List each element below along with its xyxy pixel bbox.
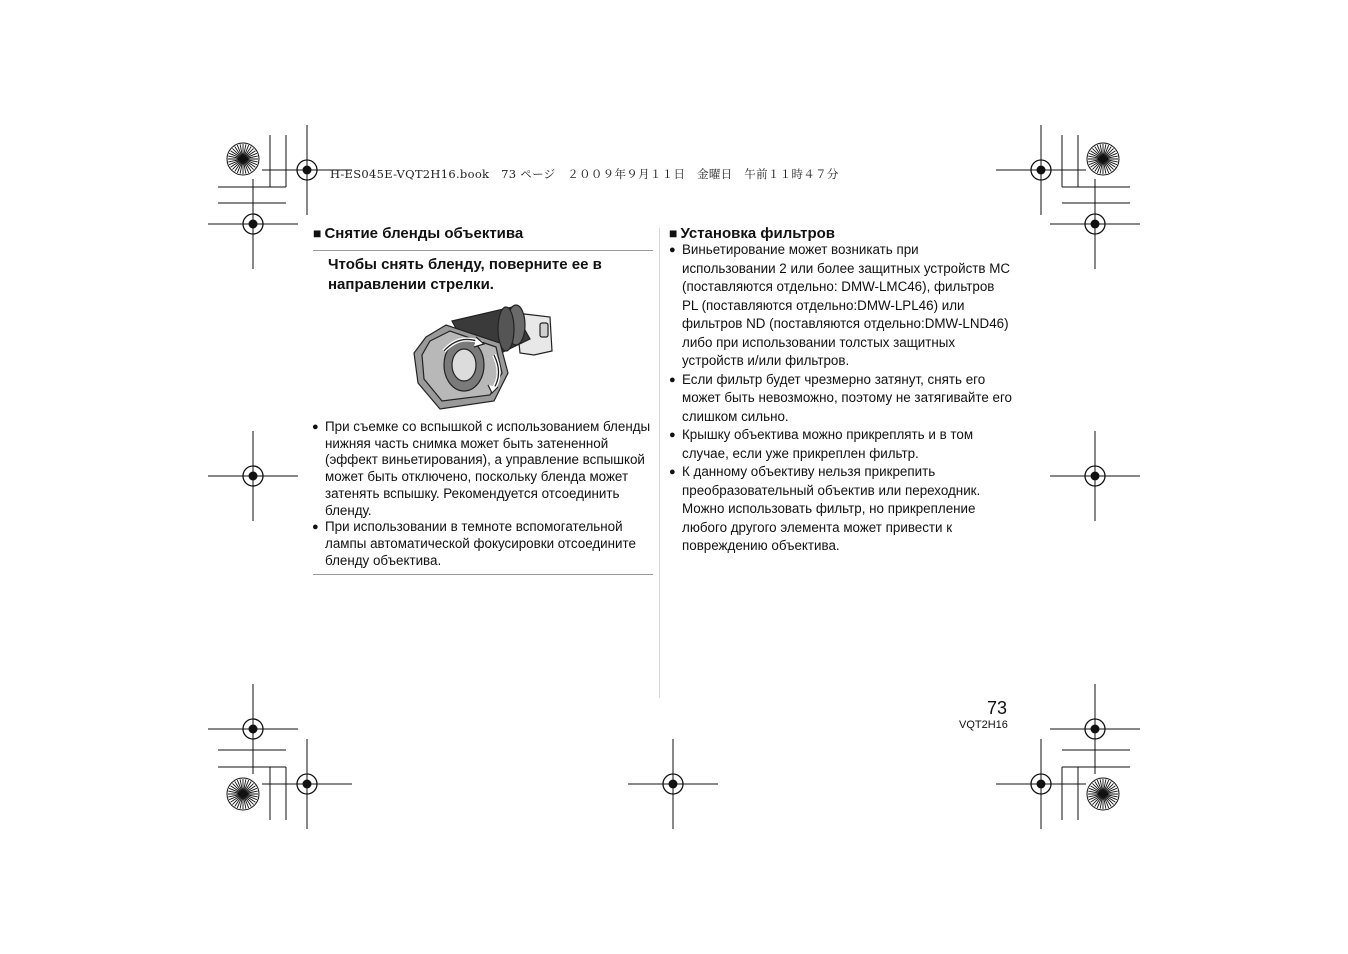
list-item: ● При использовании в темноте вспомогательной лампы автоматической фокусировки отсоедините бленду объектива. [312, 519, 636, 568]
model-code: VQT2H16 [959, 719, 1008, 731]
bullet-icon: ● [669, 244, 676, 256]
list-item: ● Если фильтр будет чрезмерно затянут, снять его может быть невозможно, поэтому не затягивайте его слишком сильно. [669, 371, 1012, 424]
filter-notes-list [669, 241, 1012, 556]
page-number: 73 [987, 698, 1008, 718]
section-title-hood-removal [313, 225, 523, 242]
section-marker-icon: ■ [669, 225, 678, 241]
bullet-icon: ● [312, 521, 319, 534]
bullet-icon: ● [669, 373, 676, 386]
lens-hood-illustration [412, 303, 556, 411]
section-title-text: Снятие бленды объектива [324, 225, 524, 242]
section-title-text: Установка фильтров [680, 225, 836, 242]
section-title-filters [669, 225, 835, 242]
list-item: ● К данному объективу нельзя прикрепить преобразовательный объектив или переходник. Можно использовать фильтр, но прикрепление любого другого элемента может привести к повреждению объектива. [669, 464, 981, 553]
section-divider-bottom [313, 574, 653, 575]
column-divider [659, 228, 660, 698]
bullet-icon: ● [312, 421, 319, 433]
hood-notes-list [312, 419, 655, 569]
section-divider-top [313, 250, 653, 251]
print-header: H-ES045E-VQT2H16.book 73 ページ ２００９年９月１１日 金曜日 午前１１時４７分 [330, 167, 839, 181]
bullet-icon: ● [669, 466, 676, 478]
list-item: ● Крышку объектива можно прикреплять и в том случае, если уже прикреплен фильтр. [669, 427, 974, 461]
section-marker-icon: ■ [313, 225, 322, 241]
instruction-text: Чтобы снять бленду, поверните ее в направлении стрелки. [328, 256, 602, 293]
list-item: ● Виньетирование может возникать при использовании 2 или более защитных устройств MC (поставляются отдельно: DMW-LMC46), фильтров PL (поставляются отдельно:DMW-LPL46) или фильтров ND (поставляются отдельно:DMW-LND46) либо при использовании толстых защитных устройств и/или фильтров. [669, 242, 1011, 368]
bullet-icon: ● [669, 429, 676, 441]
list-item: ● При съемке со вспышкой с использованием бленды нижняя часть снимка может быть затененной (эффект виньетирования), а управление вспышкой может быть отключено, поскольку бленда может затенять вспышку. Рекомендуется отсоединить бленду. [312, 419, 651, 518]
